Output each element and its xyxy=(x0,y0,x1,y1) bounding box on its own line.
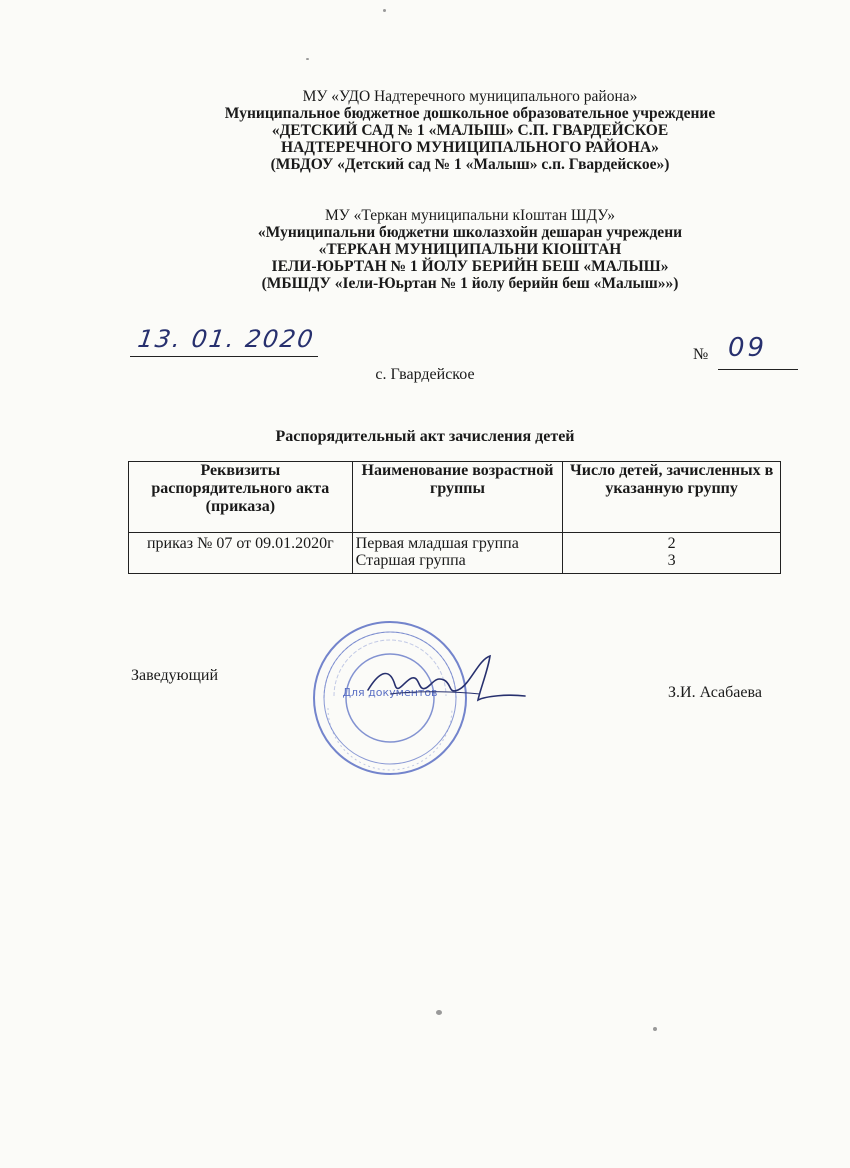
place-name: с. Гвардейское xyxy=(375,366,475,383)
handwritten-date: 13. 01. 2020 xyxy=(136,325,317,353)
header-cell-order: Реквизиты распорядительного акта (приказа) xyxy=(129,462,353,533)
header-ce-line-5: (МБШДУ «Iели-Юьртан № 1 йолу берийн беш «Малыш»») xyxy=(261,275,679,292)
header-ce-line-1: МУ «Теркан муниципальни кIоштан ШДУ» xyxy=(324,207,616,224)
header-ru-line-2: Муниципальное бюджетное дошкольное образовательное учреждение xyxy=(224,105,716,122)
speck xyxy=(306,58,309,60)
header-ce-line-3: «ТЕРКАН МУНИЦИПАЛЬНИ КIОШТАН xyxy=(318,241,622,258)
number-label: № xyxy=(693,346,709,363)
enrollment-table xyxy=(128,461,781,574)
header-ce-line-2: «Муниципальни бюджетни школазхойн дешаран учреждени xyxy=(257,224,683,241)
count-2: 3 xyxy=(667,552,676,569)
header-ru-line-4: НАДТЕРЕЧНОГО МУНИЦИПАЛЬНОГО РАЙОНА» xyxy=(281,139,659,156)
signatory-name: З.И. Асабаева xyxy=(668,684,762,701)
document-title: Распорядительный акт зачисления детей xyxy=(275,428,575,445)
speck xyxy=(383,9,386,12)
header-ru-line-3: «ДЕТСКИЙ САД № 1 «МАЛЫШ» С.П. ГВАРДЕЙСКОЕ xyxy=(271,122,669,139)
header-ce-line-4: IЕЛИ-ЮЬРТАН № 1 ЙОЛУ БЕРИЙН БЕШ «МАЛЫШ» xyxy=(271,258,669,275)
cell-order: приказ № 07 от 09.01.2020г xyxy=(129,533,353,574)
table-header-row xyxy=(129,462,781,533)
cell-counts xyxy=(563,533,781,574)
header-cell-count: Число детей, зачисленных в указанную группу xyxy=(563,462,781,533)
speck xyxy=(436,1010,442,1015)
header-ru-line-5: (МБДОУ «Детский сад № 1 «Малыш» с.п. Гвардейское») xyxy=(270,156,670,173)
group-name-1: Первая младшая группа xyxy=(355,535,519,552)
stamp-text: Для документов xyxy=(342,686,438,699)
handwritten-number: 09 xyxy=(728,333,768,363)
signatory-role: Заведующий xyxy=(131,667,219,684)
group-name-2: Старшая группа xyxy=(355,552,466,569)
table-row xyxy=(129,533,781,574)
header-chechen xyxy=(130,207,810,292)
cell-groups xyxy=(352,533,563,574)
count-1: 2 xyxy=(667,535,676,552)
signature-scribble xyxy=(360,650,530,710)
speck xyxy=(653,1027,657,1031)
header-russian xyxy=(130,88,810,173)
header-ru-line-1: МУ «УДО Надтеречного муниципального района» xyxy=(302,88,638,105)
header-cell-group: Наименование возрастной группы xyxy=(352,462,563,533)
